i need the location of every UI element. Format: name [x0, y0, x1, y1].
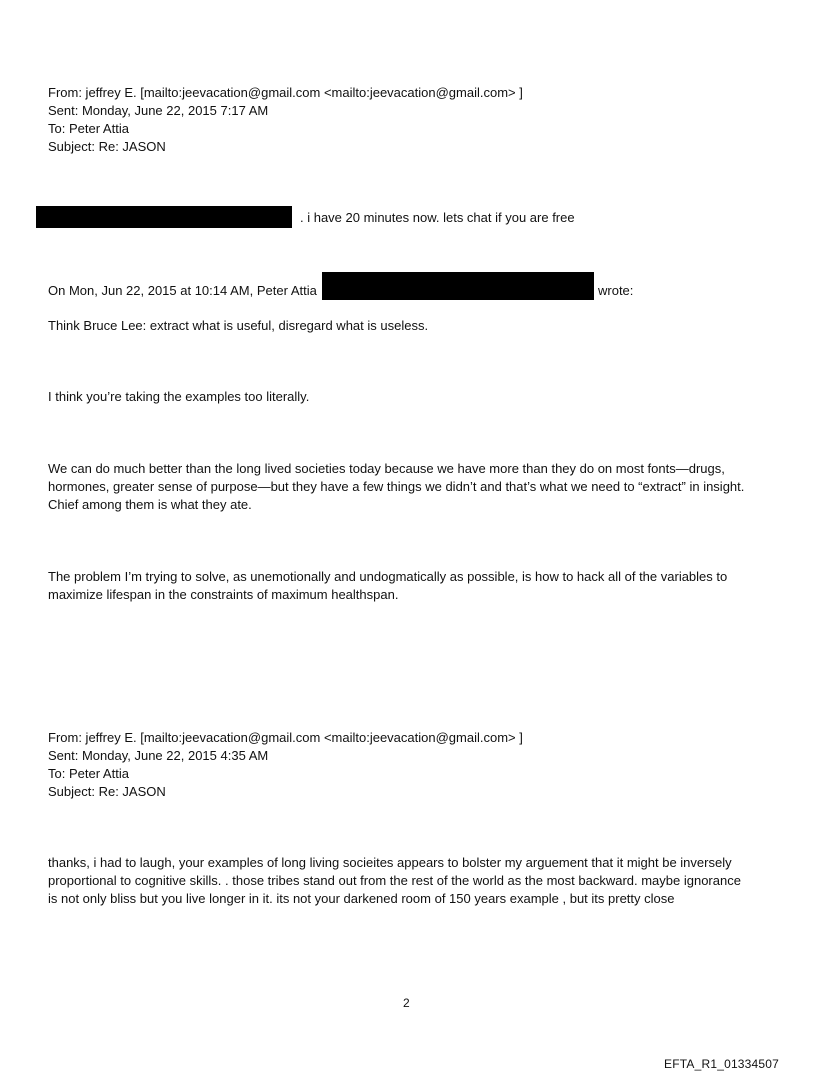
- message-body: thanks, i had to laugh, your examples of long living socieites appears to bolster my arguement that it might be inversely proportional to cognitive skills. . those tribes stand out from the rest of the world as the most backward. maybe ignorance is not only bliss but you live longer in it. its not your darkened room of 150 years example , but its pretty close: [48, 855, 741, 906]
- header-sent: Sent: Monday, June 22, 2015 7:17 AM: [48, 103, 269, 118]
- email-header-2: [48, 729, 523, 801]
- paragraph: The problem I’m trying to solve, as unemotionally and undogmatically as possible, is how to hack all of the variables to maximize lifespan in the constraints of maximum healthspan.: [48, 569, 728, 602]
- header-sent: Sent: Monday, June 22, 2015 4:35 AM: [48, 748, 269, 763]
- paragraph: I think you’re taking the examples too literally.: [48, 389, 310, 404]
- redaction-block: [36, 206, 292, 228]
- header-from: From: jeffrey E. [mailto:jeevacation@gmail.com <mailto:jeevacation@gmail.com> ]: [48, 85, 523, 100]
- header-to: To: Peter Attia: [48, 766, 129, 781]
- header-from: From: jeffrey E. [mailto:jeevacation@gmail.com <mailto:jeevacation@gmail.com> ]: [48, 730, 523, 745]
- document-id: EFTA_R1_01334507: [664, 1057, 780, 1071]
- header-subject: Subject: Re: JASON: [48, 784, 166, 799]
- paragraph: Think Bruce Lee: extract what is useful, disregard what is useless.: [48, 318, 429, 333]
- quote-intro-after: wrote:: [598, 283, 634, 298]
- paragraph: We can do much better than the long lived societies today because we have more than they do on most fonts—drugs, hormones, greater sense of purpose—but they have a few things we didn’t and that’s what we need to “extract” in insight. Chief among them is what they ate.: [48, 461, 745, 512]
- page-number: 2: [403, 996, 410, 1010]
- email-header-1: [48, 84, 523, 156]
- header-subject: Subject: Re: JASON: [48, 139, 166, 154]
- header-to: To: Peter Attia: [48, 121, 129, 136]
- reply-text: . i have 20 minutes now. lets chat if you are free: [300, 210, 575, 225]
- quote-intro-before: On Mon, Jun 22, 2015 at 10:14 AM, Peter Attia: [48, 283, 317, 298]
- redaction-block: [322, 272, 594, 300]
